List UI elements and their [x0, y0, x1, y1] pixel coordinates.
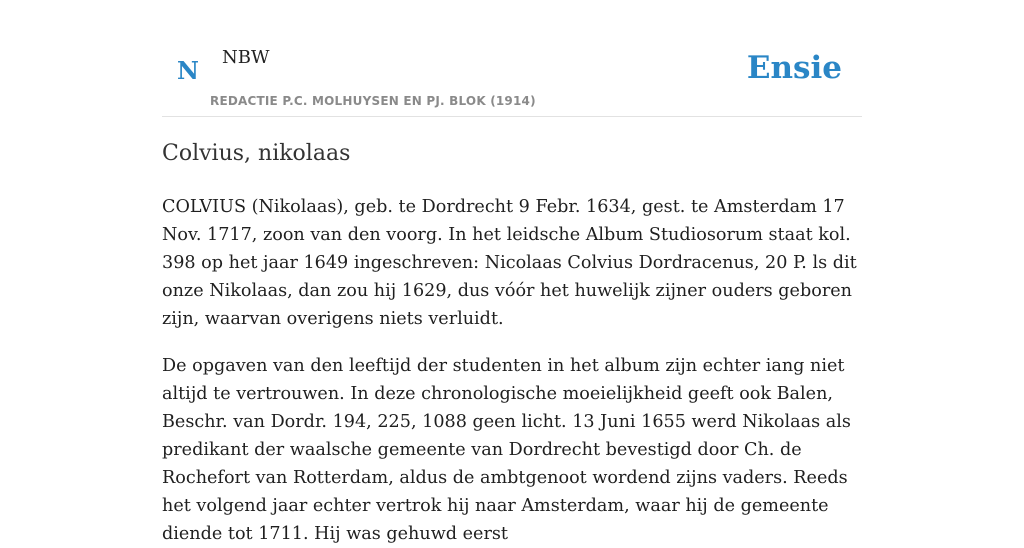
source-editors: REDACTIE P.C. MOLHUYSEN EN PJ. BLOK (1914)	[210, 94, 536, 108]
article	[162, 136, 862, 548]
source-name[interactable]: NBW	[222, 47, 270, 68]
source-logo-icon: N	[177, 56, 199, 85]
brand-logo[interactable]: Ensie	[746, 50, 842, 86]
article-paragraph: De opgaven van den leeftijd der studenten in het album zijn echter iang niet altijd te vertrouwen. In deze chronologische moeielijkheid geeft ook Balen, Beschr. van Dordr. 194, 225, 1088 geen licht. 13 Juni 1655 werd Nikolaas als predikant der waalsche gemeente van Dordrecht bevestigd door Ch. de Rochefort van Rotterdam, aldus de ambtgenoot wordend zijns vaders. Reeds het volgend jaar echter vertrok hij naar Amsterdam, waar hij de gemeente diende tot 1711. Hij was gehuwd eerst	[162, 356, 851, 544]
article-title: Colvius, nikolaas	[162, 141, 351, 166]
site-header	[162, 0, 862, 117]
article-paragraph: COLVIUS (Nikolaas), geb. te Dordrecht 9 Febr. 1634, gest. te Amsterdam 17 Nov. 1717, zoon van den voorg. In het leidsche Album Studiosorum staat kol. 398 op het jaar 1649 ingeschreven: Nicolaas Colvius Dordracenus, 20 P. ls dit onze Nikolaas, dan zou hij 1629, dus vóór het huwelijk zijner ouders geboren zijn, waarvan overigens niets verluidt.	[162, 197, 857, 329]
